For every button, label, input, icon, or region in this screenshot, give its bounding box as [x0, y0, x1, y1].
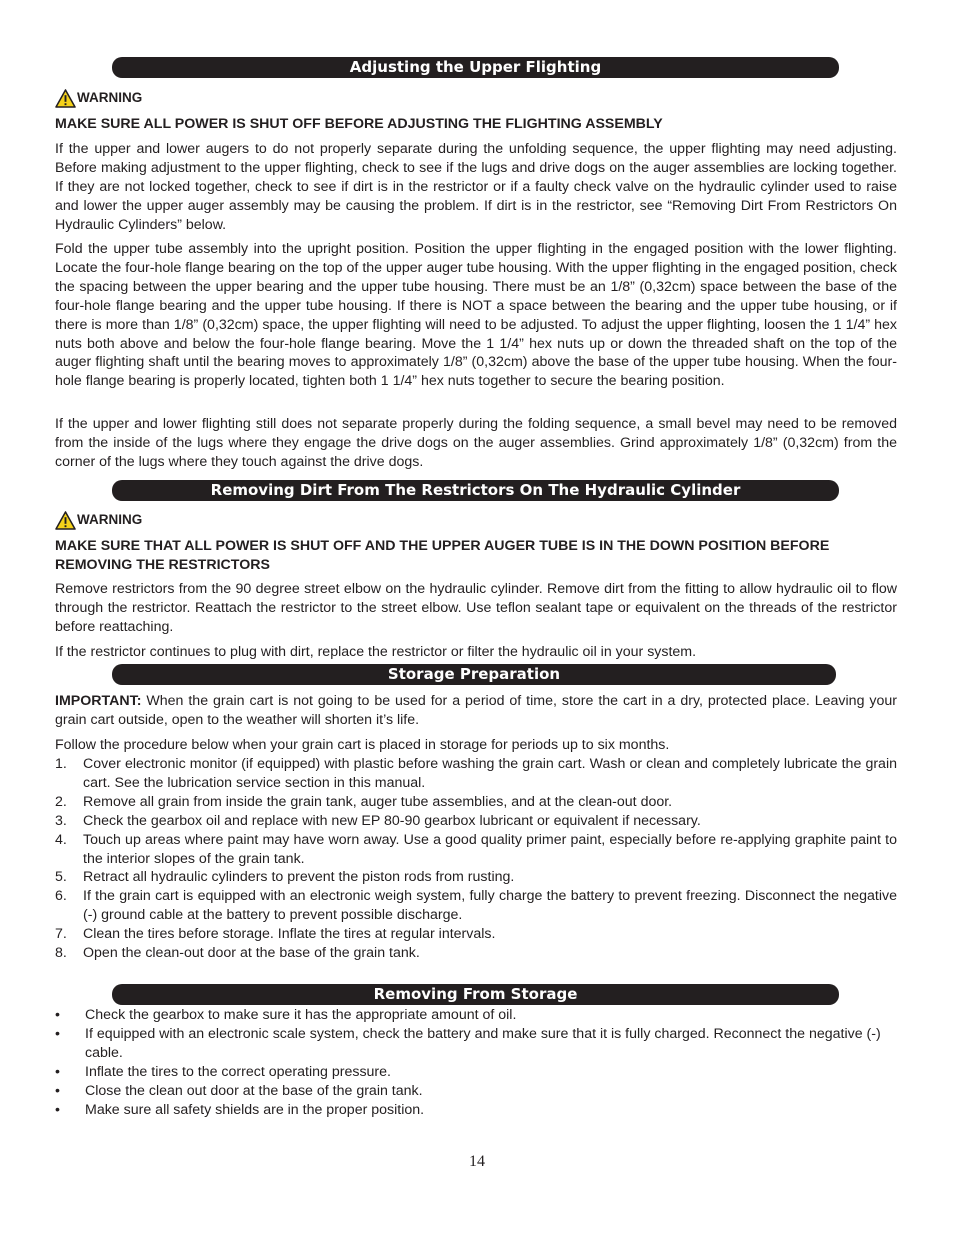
warning-text: WARNING: [77, 90, 143, 105]
important-note: [55, 692, 897, 730]
paragraph: Remove restrictors from the 90 degree street elbow on the hydraulic cylinder. Remove dirt from the fitting to allow hydraulic oil to flow through the restrictor. Reattach the restrictor to the street elbow. Use teflon sealant tape or equivalent on the threads of the restrictor before reattaching.: [55, 581, 897, 635]
paragraph: If the upper and lower flighting still does not separate properly during the folding sequence, a small bevel may need to be removed from the inside of the lugs where they engage the drive dogs on the auger assemblies. Grind approximately 1/8” (0,32cm) from the corner of the lugs where they touch against the drive dogs.: [55, 416, 897, 470]
paragraph: If the restrictor continues to plug with dirt, replace the restrictor or filter the hydraulic oil in your system.: [55, 644, 697, 660]
list-item: 3. Check the gearbox oil and replace with new EP 80-90 gearbox lubricant or equivalent if necessary.: [55, 812, 701, 829]
list-item: • Make sure all safety shields are in the proper position.: [55, 1101, 425, 1118]
storage-steps-list: [55, 755, 897, 963]
list-item: • Inflate the tires to the correct operating pressure.: [55, 1063, 391, 1080]
section-header-storage-preparation: Storage Preparation: [112, 664, 836, 685]
list-item: • Check the gearbox to make sure it has the appropriate amount of oil.: [55, 1007, 517, 1023]
section-header-adjusting: Adjusting the Upper Flighting: [112, 57, 839, 78]
important-text: When the grain cart is not going to be used for a period of time, store the cart in a dry, protected place. Leaving your grain cart outside, open to the weather will shorten it’s life.: [55, 693, 897, 728]
important-label: IMPORTANT:: [55, 693, 142, 709]
section-header-removing-from-storage: Removing From Storage: [112, 984, 839, 1005]
warning-label: [55, 510, 142, 530]
warning-label: [55, 88, 142, 108]
section-header-removing-dirt: Removing Dirt From The Restrictors On The Hydraulic Cylinder: [112, 480, 839, 501]
list-item: 8. Open the clean-out door at the base of the grain tank.: [55, 945, 420, 962]
list-item: 2. Remove all grain from inside the grain tank, auger tube assemblies, and at the clean-out door.: [55, 793, 673, 810]
list-item: 5. Retract all hydraulic cylinders to prevent the piston rods from rusting.: [55, 869, 515, 886]
warning-instruction: MAKE SURE THAT ALL POWER IS SHUT OFF AND THE UPPER AUGER TUBE IS IN THE DOWN POSITION BEFORE REMOVING THE RESTRICTORS: [55, 538, 830, 573]
removing-storage-list: [55, 1006, 897, 1119]
warning-text: WARNING: [77, 512, 143, 527]
paragraph: Follow the procedure below when your grain cart is placed in storage for periods up to six months.: [55, 737, 670, 753]
warning-triangle-icon: [55, 89, 76, 108]
list-item: 4. Touch up areas where paint may have worn away. Use a good quality primer paint, especially before re-applying graphite paint to the interior slopes of the grain tank.: [55, 831, 897, 867]
warning-triangle-icon: [55, 511, 76, 530]
page-number: 14: [469, 1153, 485, 1170]
warning-instruction: MAKE SURE ALL POWER IS SHUT OFF BEFORE ADJUSTING THE FLIGHTING ASSEMBLY: [55, 116, 663, 132]
paragraph: Fold the upper tube assembly into the upright position. Position the upper flighting in the engaged position with the lower flighting. Locate the four-hole flange bearing on the top of the upper auger tube housing. With the upper flighting in the engaged position, check the spacing between the upper bearing and the upper tube housing. There must be an 1/8” (0,32cm) space between the base of the four-hole flange bearing and the upper tube housing. If there is NOT a space between the bearing and the upper tube housing, or if there is more than 1/8” (0,32cm) space, the upper flighting will need to be adjusted. To adjust the upper flighting, loosen the 1 1/4” hex nuts both above and below the four-hole flange bearing. Move the 1 1/4” hex nuts up or down the threaded shaft on the top of the auger flighting shaft until the bearing moves to approximately 1/8” (0,32cm) above the base of the upper tube housing. When the four-hole flange bearing is properly located, tighten both 1 1/4” hex nuts together to secure the bearing position.: [55, 241, 897, 390]
paragraph: If the upper and lower augers to do not properly separate during the unfolding sequence, the upper flighting may need adjusting. Before making adjustment to the upper flighting, check to see if the lugs and drive dogs on the auger assemblies are locking together. If they are not locked together, check to see if dirt is in the restrictor or if a faulty check valve on the hydraulic cylinder used to raise and lower the upper auger assembly may be causing the problem. If dirt is in the restrictor, see “Removing Dirt From Restrictors On Hydraulic Cylinders” below.: [55, 141, 897, 233]
list-item: 6. If the grain cart is equipped with an electronic weigh system, fully charge the battery to prevent freezing. Disconnect the negative (-) ground cable at the battery to prevent possible discharge.: [55, 888, 897, 924]
list-item: 7. Clean the tires before storage. Inflate the tires at regular intervals.: [55, 926, 496, 943]
list-item: 1. Cover electronic monitor (if equipped) with plastic before washing the grain cart. Wash or clean and completely lubricate the grain cart. See the lubrication service section in this manual.: [55, 756, 897, 791]
list-item: • Close the clean out door at the base of the grain tank.: [55, 1082, 423, 1099]
list-item: • If equipped with an electronic scale system, check the battery and make sure that it is fully charged. Reconnect the negative (-) cable.: [55, 1025, 881, 1061]
